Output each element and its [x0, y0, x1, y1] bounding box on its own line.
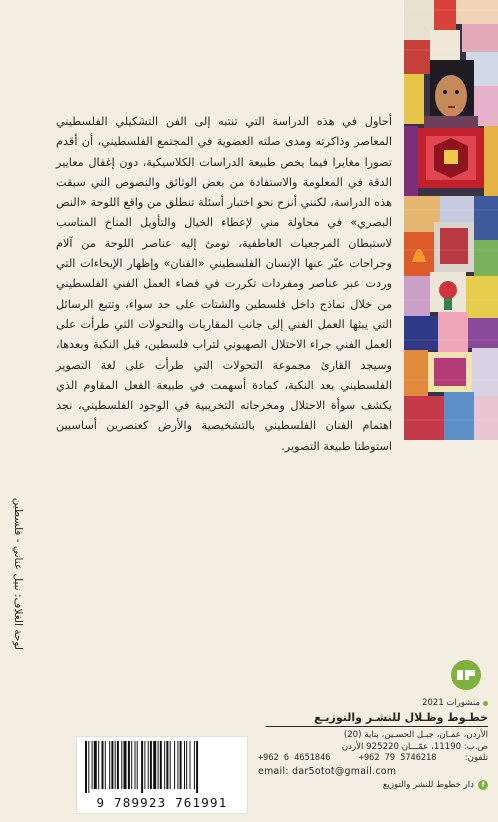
- publisher-name: خطـوط وظـلال للنشـر والتوزيـع: [314, 711, 488, 724]
- phone-label: تلفون:: [464, 753, 488, 763]
- divider: [266, 726, 488, 727]
- email-row: [258, 765, 488, 778]
- bullet-dot-icon: [483, 701, 488, 706]
- barcode-bar: [117, 741, 119, 789]
- facebook-icon: f: [478, 780, 488, 790]
- cover-art-caption: لوحة الغلاف: نبيل عناني - فلسطين: [12, 497, 24, 650]
- barcode-bar: [186, 741, 187, 789]
- barcode-bar: [98, 741, 99, 789]
- barcode-bar: [177, 741, 178, 789]
- barcode-bar: [164, 741, 165, 789]
- barcode-bar: [158, 741, 159, 789]
- facebook-row: [258, 779, 488, 791]
- blurb-paragraph: أحاول في هذه الدراسة التي تنتبه إلى الفن التشكيلي الفلسطيني المعاصر وذاكرته ومدى صلته العضوية في المجتمع الفلسطيني، أن أقدم تصورا مغايرا فيما يخص طبيعة الدراسات الكلاسيكية، دون إغفال معايير الدقة في المعلومة والاستفادة من بعض الوثائق والنصوص التي سبقت هذه الدراسة، لكنني أنزح نحو اختبار أسئلة تنطلق من واقع اللوحة «النص البصري» في محاولة مني لإعطاء الخيال والتأويل المناخ المناسب لاستبطان المرجعيات العاطفية، تومئ إليه عناصر اللوحة من آلام وجراحات عبّر عنها الإنسان الفلسطيني «الفنان» وإظهار الإيحاءات التي وردت عبر عناصر ومفردات تكررت في فضاء العمل الفني الفلسطيني من خلال نماذج داخل فلسطين والشتات على حد سواء، وتتبع الرسائل التي يبثها العمل الفني إلى جانب المقاربات والتحولات التي طرأت على العمل الفني جراء الاحتلال الصهيوني لتراب فلسطين، قبل النكبة وبعدها، وسيجد القارئ مجموعة التحولات التي طرأت على لغة التصوير الفلسطيني بعد النكبة، كمادة أسهمت في طبيعة الفعل المقاوم الذي يكشف سوأة الاحتلال ومخرجاته التخريبية في الوجود الفلسطيني، نجد اهتمام الفنان الفلسطيني بالتشخيصية والأرض كعنصرين أساسيين استوطنا طبيعة التصوير.: [56, 115, 392, 453]
- barcode-bar: [150, 741, 152, 789]
- barcode-bar: [148, 741, 149, 789]
- barcode-bar: [160, 741, 162, 789]
- isbn-number: 9 789923 761991: [96, 795, 228, 810]
- publisher-address: الأردن، عمـان، جبـل الحسـين، بناية (20): [343, 730, 488, 740]
- isbn-barcode: [76, 736, 248, 814]
- barcode-bar: [180, 741, 182, 789]
- barcode-bar: [184, 741, 185, 789]
- barcode-bar: [109, 741, 110, 789]
- phone-number: +962 79 5746218: [358, 753, 437, 763]
- barcode-bar: [194, 741, 195, 789]
- barcode-image: [83, 741, 241, 793]
- barcode-bar: [174, 741, 175, 789]
- barcode-bar: [170, 741, 171, 789]
- email-label: email:: [258, 765, 289, 777]
- barcode-bar: [124, 741, 127, 789]
- barcode-bar: [190, 741, 191, 789]
- email-address[interactable]: dar5otot@gmail.com: [292, 765, 397, 777]
- barcode-bar: [144, 741, 145, 789]
- publisher-info: [258, 697, 488, 791]
- barcode-bar: [137, 741, 138, 789]
- barcode-bar: [153, 741, 156, 789]
- barcode-bar: [135, 741, 136, 789]
- barcode-bar: [128, 741, 130, 789]
- barcode-bar: [88, 741, 89, 793]
- barcode-bar: [141, 741, 143, 793]
- publisher-logo-icon: [451, 660, 481, 690]
- phone-row: [258, 753, 488, 765]
- back-cover-blurb: [56, 112, 392, 457]
- barcode-bar: [94, 741, 97, 789]
- fax-number: +962 6 4651846: [258, 753, 331, 763]
- facebook-page[interactable]: دار خطوط للنشر والتوزيع: [382, 779, 474, 790]
- cover-artwork-embroidery: [404, 0, 498, 440]
- barcode-bar: [111, 741, 113, 789]
- barcode-bar: [196, 741, 198, 793]
- barcode-bar: [166, 741, 168, 789]
- publisher-po-box: ص.ب: 11190، عمّـــان 925220 الأردن: [341, 741, 488, 752]
- barcode-bar: [121, 741, 122, 789]
- barcode-bar: [102, 741, 104, 789]
- barcode-bar: [85, 741, 87, 793]
- publication-year-text: منشورات 2021: [422, 698, 480, 708]
- barcode-bar: [92, 741, 93, 789]
- barcode-bar: [131, 741, 132, 789]
- publication-year: [258, 697, 488, 709]
- barcode-bar: [105, 741, 106, 789]
- barcode-bar: [115, 741, 116, 789]
